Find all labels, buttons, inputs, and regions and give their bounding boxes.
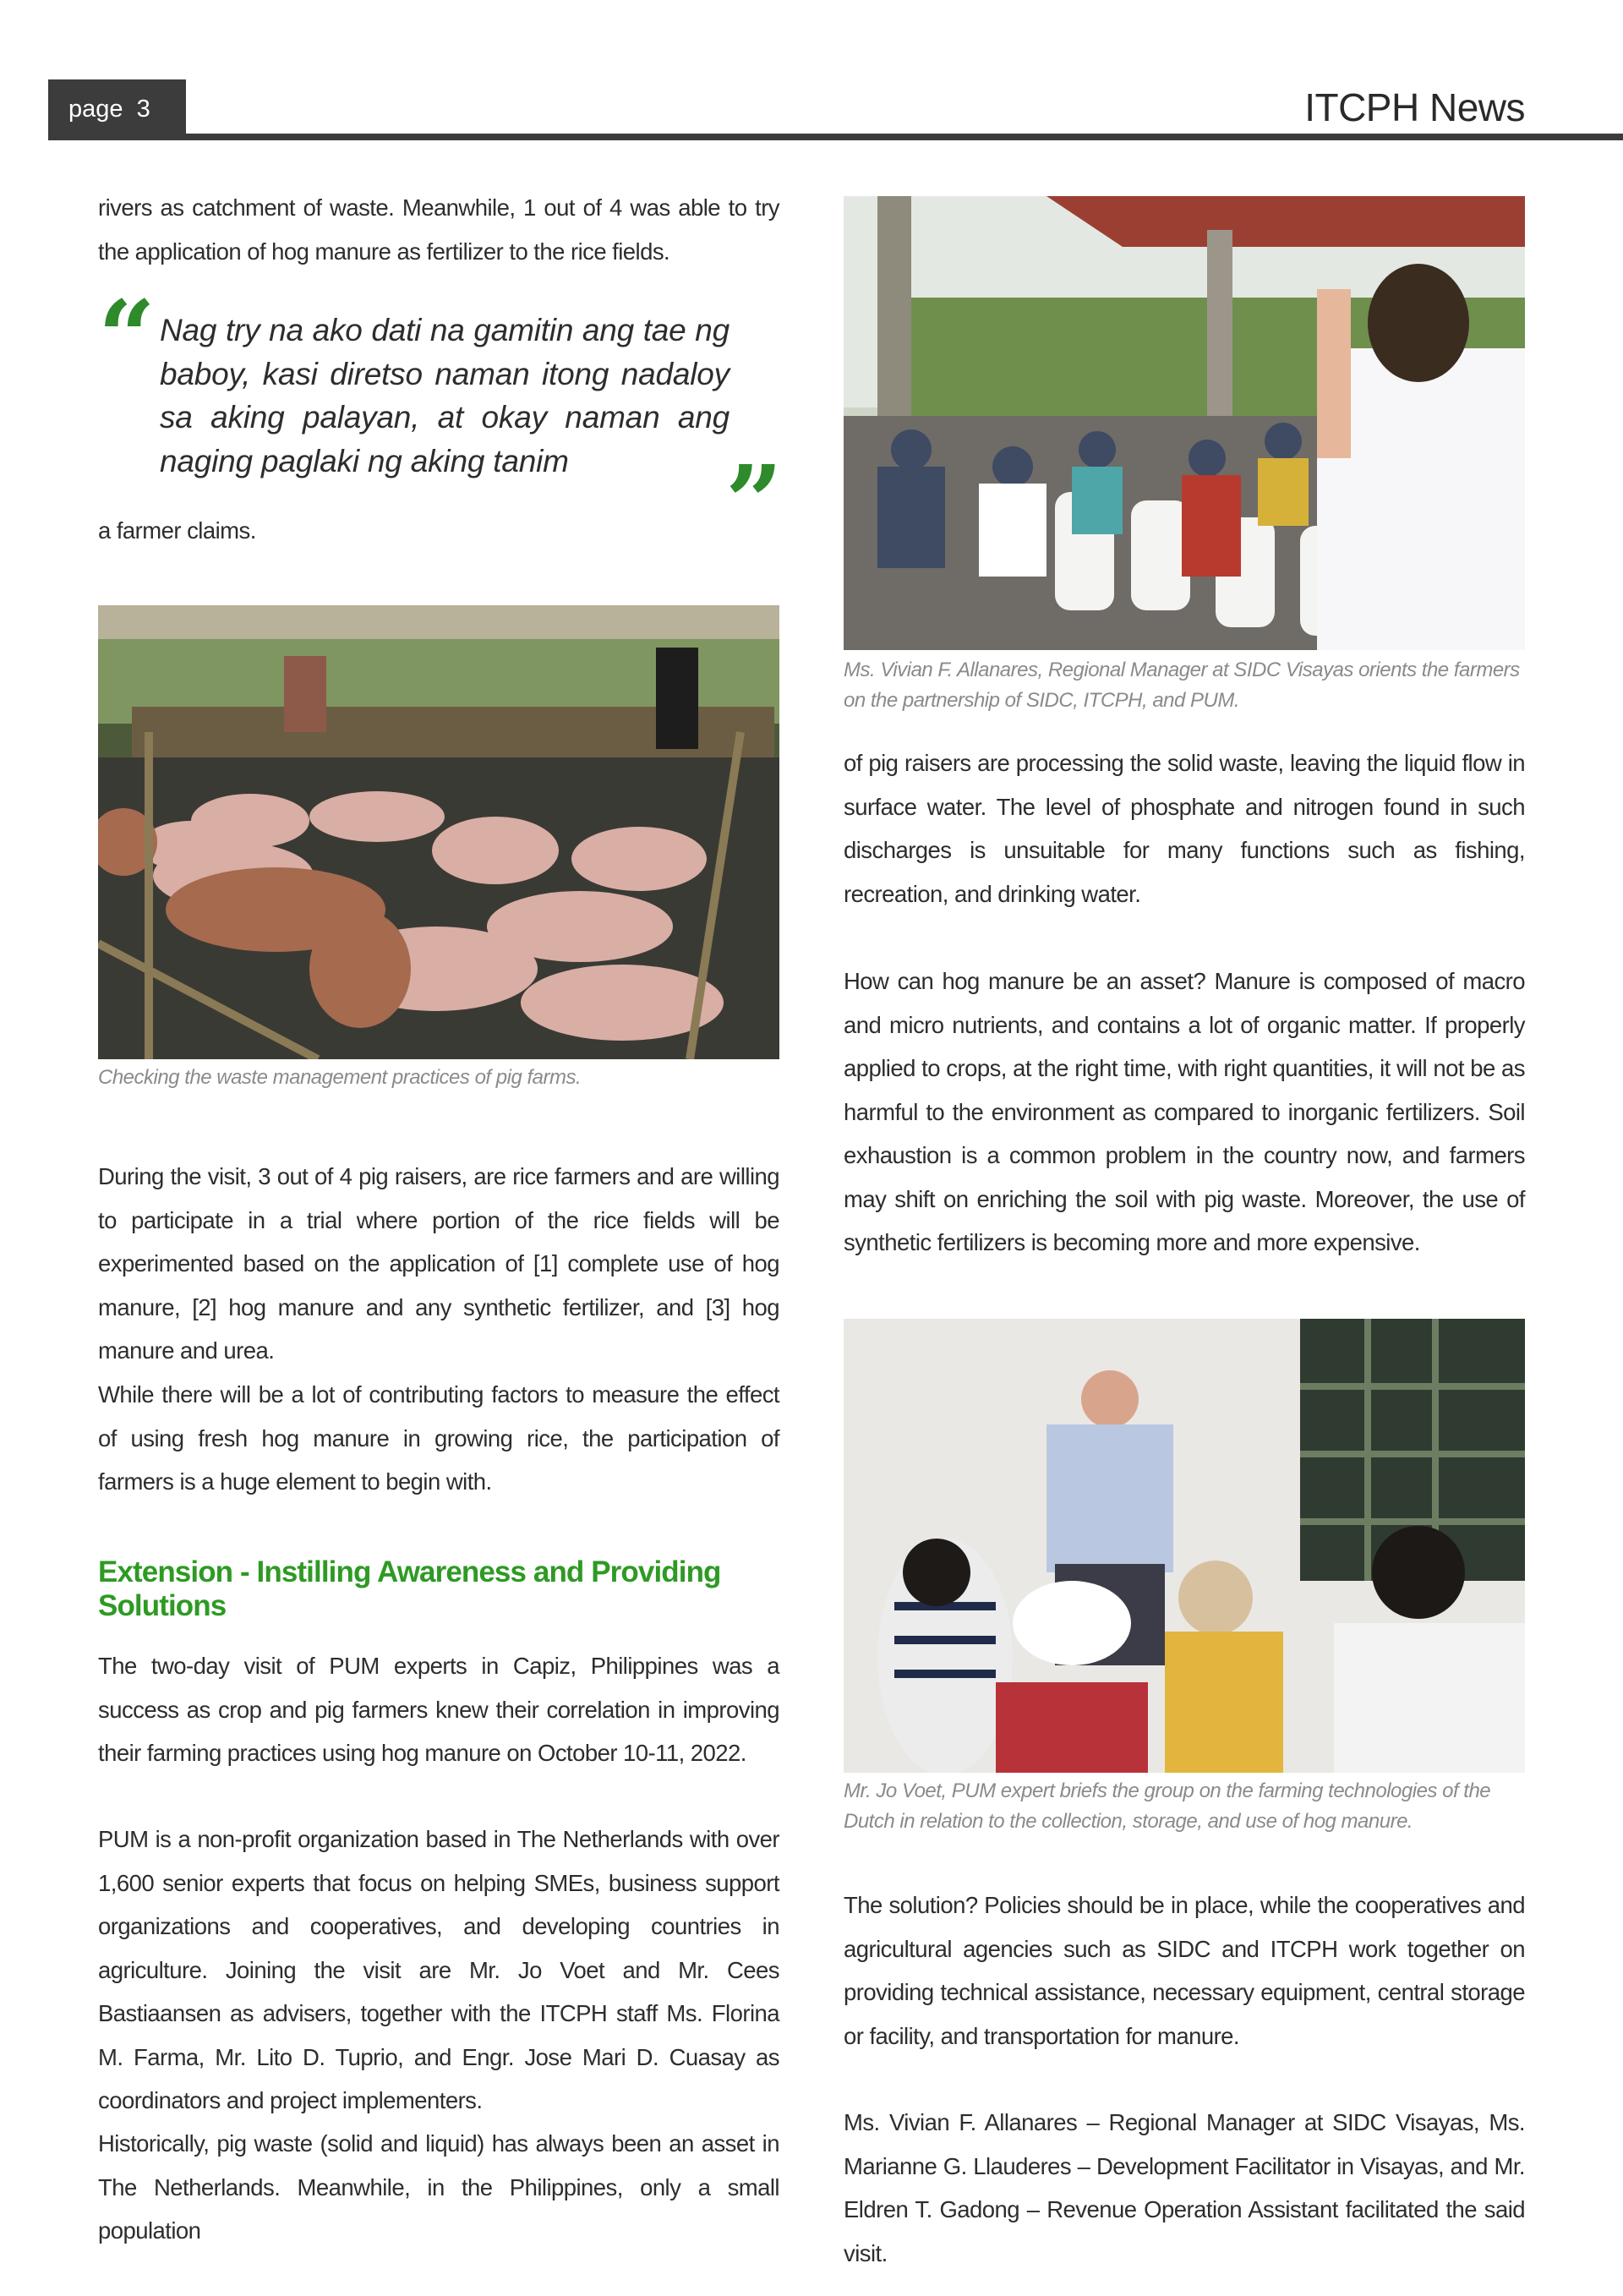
pig-photo-caption: Checking the waste management practices of pig farms. — [98, 1066, 582, 1089]
close-quote-icon: ” — [725, 443, 783, 560]
briefing-photo-caption: Mr. Jo Voet, PUM expert briefs the group on the farming technologies of the Dutch in relation to the collection, storage, and use of hog manure. — [844, 1779, 1491, 1833]
page-label: page — [68, 95, 123, 123]
two-day-visit-paragraph: The two-day visit of PUM experts in Capiz, Philippines was a success as crop and pig farmers knew their correlation in improving their farming practices using hog manure on October 10-11, 2022. — [98, 1653, 779, 1766]
orientation-photo-caption: Ms. Vivian F. Allanares, Regional Manager at SIDC Visayas orients the farmers on the partnership of SIDC, ITCPH, and PUM. — [844, 659, 1520, 712]
visit-paragraph: During the visit, 3 out of 4 pig raisers, are rice farmers and are willing to participate in a trial where portion of the rice fields will be experimented based on the application of [1] complete use of hog manure, [2] hog manure and any synthetic fertilizer, and [3] hog manure and urea. — [98, 1163, 779, 1364]
page-number: 3 — [136, 95, 150, 123]
header-rule — [48, 134, 1623, 140]
historically-paragraph: Historically, pig waste (solid and liquid) has always been an asset in The Netherlands. Meanwhile, in the Philippines, only a small population — [98, 2130, 779, 2244]
expert-briefing-photo — [844, 1319, 1525, 1773]
raisers-paragraph: of pig raisers are processing the solid waste, leaving the liquid flow in surface water. The level of phosphate and nitrogen found in such discharges is unsuitable for many functions such as fishing, recreation, and drinking water. — [844, 750, 1525, 907]
manure-asset-paragraph: How can hog manure be an asset? Manure is composed of macro and micro nutrients, and contains a lot of organic matter. If properly applied to crops, at the right time, with right quantities, it will not be as harmful to the environment as compared to inorganic fertilizers. Soil exhaustion is a common problem in the country now, and farmers may shift on enriching the soil with pig waste. Moreover, the use of synthetic fertilizers is becoming more and more expensive. — [844, 968, 1525, 1255]
intro-paragraph: rivers as catchment of waste. Meanwhile, 1 out of 4 was able to try the application of hog manure as fertilizer to the rice fields. — [98, 194, 779, 265]
factors-paragraph: While there will be a lot of contributing factors to measure the effect of using fresh hog manure in growing rice, the participation of farmers is a huge element to begin with. — [98, 1381, 779, 1495]
publication-title: ITCPH News — [1304, 85, 1525, 129]
open-quote-icon: “ — [98, 278, 156, 396]
quote-attribution: a farmer claims. — [98, 517, 256, 544]
facilitators-paragraph: Ms. Vivian F. Allanares – Regional Manager at SIDC Visayas, Ms. Marianne G. Llauderes – Development Facilitator in Visayas, and Mr. Eldren T. Gadong – Revenue Operation Assistant facilitated the said visit. — [844, 2109, 1525, 2266]
pum-paragraph: PUM is a non-profit organization based in The Netherlands with over 1,600 senior experts that focus on helping SMEs, business support organizations and cooperatives, and developing countries in agriculture. Joining the visit are Mr. Jo Voet and Mr. Cees Bastiaansen as advisers, together with the ITCPH staff Ms. Florina M. Farma, Mr. Lito D. Tuprio, and Engr. Jose Mari D. Cuasay as coordinators and project implementers. — [98, 1826, 779, 2113]
page-number-tab — [48, 79, 186, 139]
farmer-orientation-photo — [844, 196, 1525, 650]
pig-farm-photo — [98, 605, 779, 1059]
section-heading: Extension - Instilling Awareness and Providing Solutions — [98, 1555, 721, 1622]
solution-paragraph: The solution? Policies should be in place, while the cooperatives and agricultural agencies such as SIDC and ITCPH work together on providing technical assistance, necessary equipment, central storage or facility, and transportation for manure. — [844, 1892, 1525, 2049]
farmer-quote: Nag try na ako dati na gamitin ang tae ng baboy, kasi diretso naman itong nadaloy sa aking palayan, at okay naman ang naging paglaki ng aking tanim — [160, 313, 730, 478]
